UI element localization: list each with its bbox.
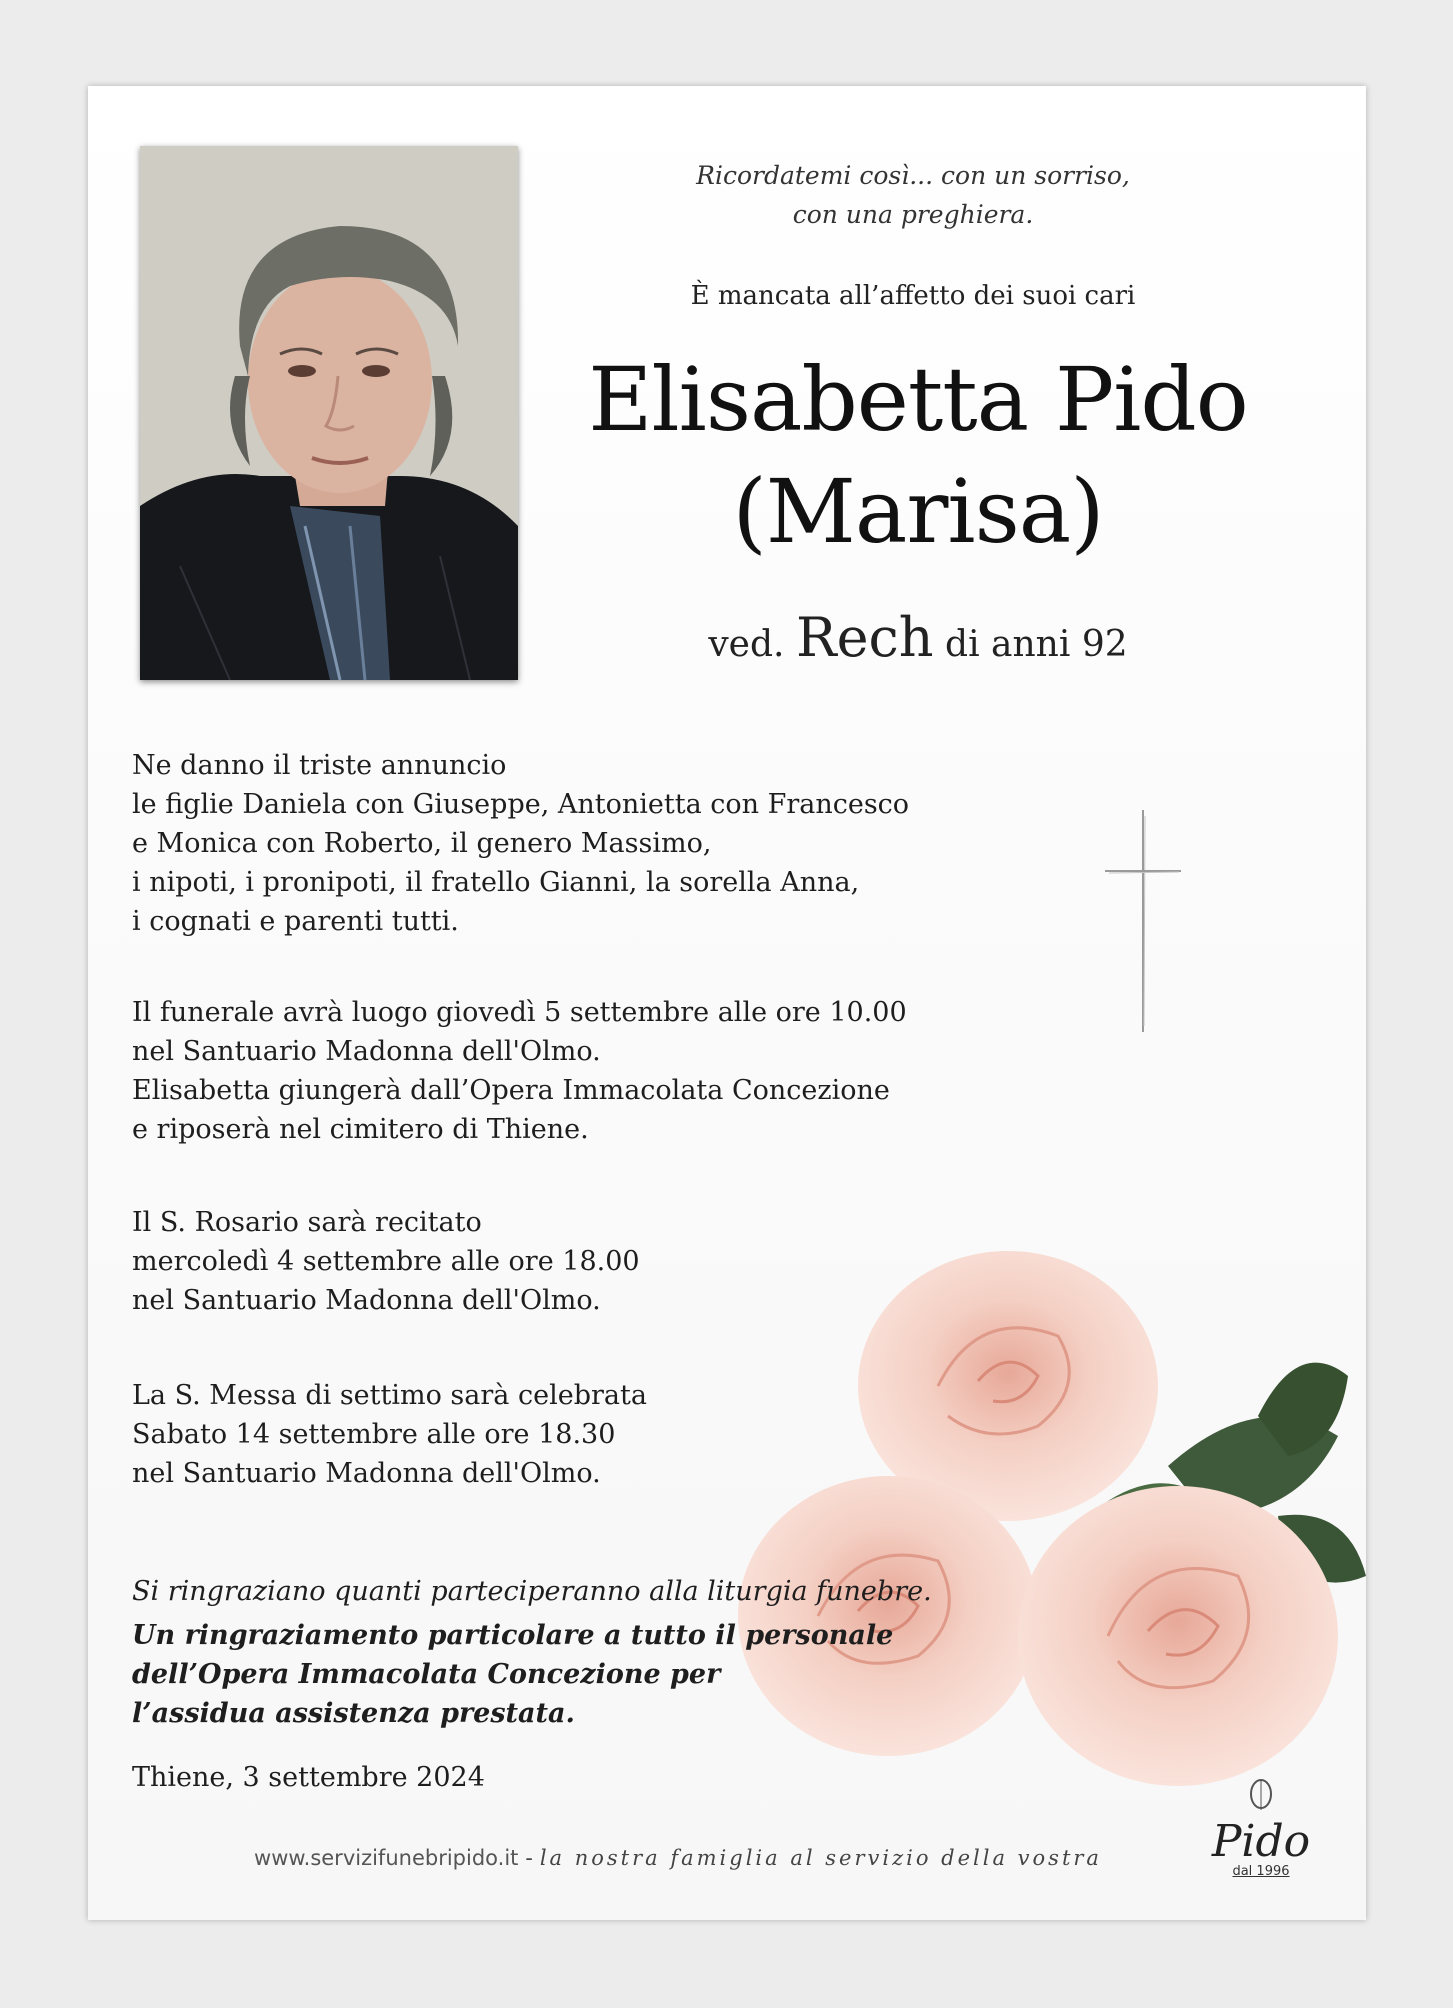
brand-name: Pido — [1211, 1816, 1311, 1867]
footer-separator: - — [518, 1846, 540, 1871]
funeral-line: Il funerale avrà luogo giovedì 5 settembre alle ore 10.00 — [132, 997, 907, 1028]
ved-prefix: ved. — [708, 624, 785, 665]
quote-line-1: Ricordatemi così... con un sorriso, — [696, 161, 1130, 190]
quote-line-2: con una preghiera. — [792, 200, 1034, 229]
name-line-1: Elisabetta Pido — [588, 348, 1248, 451]
announcement-line: e Monica con Roberto, il genero Massimo, — [132, 828, 712, 859]
mass-block — [132, 1376, 1012, 1493]
mass-line: La S. Messa di settimo sarà celebrata — [132, 1380, 647, 1411]
mass-line: nel Santuario Madonna dell'Olmo. — [132, 1458, 601, 1489]
deceased-name — [558, 344, 1278, 568]
thanks-general — [132, 1572, 1012, 1611]
name-line-2: (Marisa) — [732, 460, 1104, 563]
funeral-block — [132, 993, 1012, 1149]
funeral-line: e riposerà nel cimitero di Thiene. — [132, 1114, 589, 1145]
announcement-block — [132, 746, 1012, 941]
footer — [178, 1846, 1178, 1871]
married-surname: Rech — [795, 606, 934, 669]
memorial-quote — [633, 156, 1193, 234]
portrait-image — [140, 146, 518, 680]
brand-logo — [1206, 1776, 1316, 1879]
footer-url[interactable]: www.servizifunebripido.it — [254, 1846, 519, 1870]
age-text: di anni 92 — [945, 624, 1128, 665]
brand-since: dal 1996 — [1232, 1864, 1290, 1879]
announcement-line: le figlie Daniela con Giuseppe, Antonietta con Francesco — [132, 789, 910, 820]
place-date — [132, 1758, 1012, 1797]
portrait-photo — [140, 146, 518, 680]
funeral-line: nel Santuario Madonna dell'Olmo. — [132, 1036, 601, 1067]
thanks-special-line: dell’Opera Immacolata Concezione per — [132, 1659, 721, 1690]
intro-text: È mancata all’affetto dei suoi cari — [690, 281, 1136, 311]
funeral-line: Elisabetta giungerà dall’Opera Immacolata Concezione — [132, 1075, 890, 1106]
mass-line: Sabato 14 settembre alle ore 18.30 — [132, 1419, 616, 1450]
announcement-line: Ne danno il triste annuncio — [132, 750, 507, 781]
rosary-line: Il S. Rosario sarà recitato — [132, 1207, 482, 1238]
thanks-special-line: Un ringraziamento particolare a tutto il personale — [132, 1620, 894, 1651]
rosary-line: mercoledì 4 settembre alle ore 18.00 — [132, 1246, 640, 1277]
announcement-line: i cognati e parenti tutti. — [132, 906, 459, 937]
thanks-general-line: Si ringraziano quanti parteciperanno alla liturgia funebre. — [132, 1576, 932, 1607]
footer-motto: la nostra famiglia al servizio della vostra — [539, 1846, 1102, 1870]
widow-age-line — [558, 606, 1278, 669]
place-date-text: Thiene, 3 settembre 2024 — [132, 1762, 485, 1793]
rosary-line: nel Santuario Madonna dell'Olmo. — [132, 1285, 601, 1316]
wreath-icon — [1244, 1776, 1278, 1816]
obituary-card — [88, 86, 1366, 1920]
thanks-special — [132, 1616, 1012, 1733]
cross-icon — [1103, 806, 1183, 1036]
thanks-special-line: l’assidua assistenza prestata. — [132, 1698, 575, 1729]
announcement-line: i nipoti, i pronipoti, il fratello Gianni, la sorella Anna, — [132, 867, 860, 898]
